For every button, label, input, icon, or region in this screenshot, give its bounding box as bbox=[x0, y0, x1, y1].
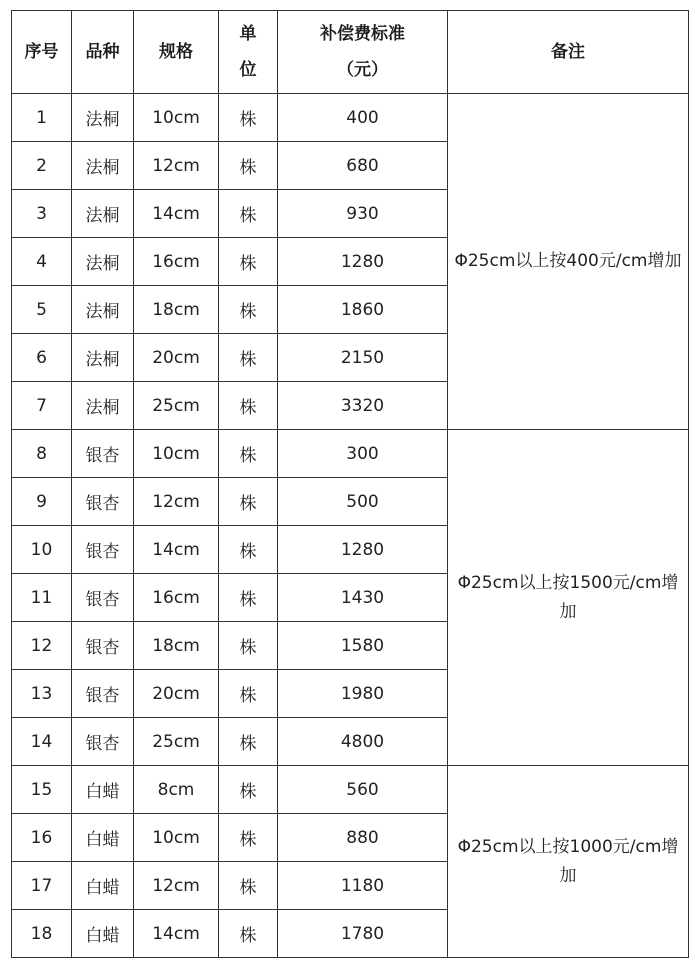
cell-unit: 株 bbox=[219, 814, 278, 862]
cell-species: 银杏 bbox=[72, 526, 134, 574]
cell-spec: 10cm bbox=[134, 814, 219, 862]
cell-index: 18 bbox=[12, 910, 72, 958]
cell-spec: 25cm bbox=[134, 718, 219, 766]
cell-price: 1860 bbox=[278, 286, 448, 334]
cell-index: 4 bbox=[12, 238, 72, 286]
cell-index: 8 bbox=[12, 430, 72, 478]
cell-price: 3320 bbox=[278, 382, 448, 430]
table-row bbox=[12, 766, 689, 814]
cell-spec: 14cm bbox=[134, 190, 219, 238]
compensation-table bbox=[11, 10, 689, 958]
cell-species: 白蜡 bbox=[72, 910, 134, 958]
cell-species: 银杏 bbox=[72, 478, 134, 526]
cell-spec: 18cm bbox=[134, 622, 219, 670]
table-row bbox=[12, 430, 689, 478]
cell-unit: 株 bbox=[219, 718, 278, 766]
header-spec: 规格 bbox=[134, 11, 219, 94]
cell-index: 1 bbox=[12, 94, 72, 142]
cell-index: 5 bbox=[12, 286, 72, 334]
cell-index: 7 bbox=[12, 382, 72, 430]
cell-unit: 株 bbox=[219, 238, 278, 286]
cell-unit: 株 bbox=[219, 574, 278, 622]
cell-spec: 14cm bbox=[134, 526, 219, 574]
cell-note: Φ25cm以上按1000元/cm增加 bbox=[448, 766, 689, 958]
cell-unit: 株 bbox=[219, 286, 278, 334]
cell-spec: 25cm bbox=[134, 382, 219, 430]
cell-spec: 16cm bbox=[134, 574, 219, 622]
cell-unit: 株 bbox=[219, 766, 278, 814]
cell-unit: 株 bbox=[219, 94, 278, 142]
header-note: 备注 bbox=[448, 11, 689, 94]
cell-unit: 株 bbox=[219, 670, 278, 718]
cell-unit: 株 bbox=[219, 142, 278, 190]
cell-spec: 20cm bbox=[134, 334, 219, 382]
cell-spec: 10cm bbox=[134, 430, 219, 478]
cell-price: 1430 bbox=[278, 574, 448, 622]
header-species: 品种 bbox=[72, 11, 134, 94]
cell-index: 11 bbox=[12, 574, 72, 622]
cell-index: 9 bbox=[12, 478, 72, 526]
cell-species: 白蜡 bbox=[72, 766, 134, 814]
cell-species: 银杏 bbox=[72, 430, 134, 478]
cell-index: 13 bbox=[12, 670, 72, 718]
compensation-table-container bbox=[11, 10, 689, 958]
cell-price: 930 bbox=[278, 190, 448, 238]
cell-unit: 株 bbox=[219, 430, 278, 478]
cell-note: Φ25cm以上按400元/cm增加 bbox=[448, 94, 689, 430]
cell-spec: 8cm bbox=[134, 766, 219, 814]
cell-species: 法桐 bbox=[72, 142, 134, 190]
cell-index: 16 bbox=[12, 814, 72, 862]
cell-unit: 株 bbox=[219, 526, 278, 574]
cell-index: 12 bbox=[12, 622, 72, 670]
cell-spec: 12cm bbox=[134, 862, 219, 910]
cell-unit: 株 bbox=[219, 190, 278, 238]
header-unit: 单位 bbox=[219, 11, 278, 94]
cell-species: 法桐 bbox=[72, 382, 134, 430]
header-index: 序号 bbox=[12, 11, 72, 94]
cell-unit: 株 bbox=[219, 622, 278, 670]
cell-unit: 株 bbox=[219, 382, 278, 430]
cell-unit: 株 bbox=[219, 862, 278, 910]
cell-index: 14 bbox=[12, 718, 72, 766]
cell-species: 法桐 bbox=[72, 286, 134, 334]
cell-spec: 12cm bbox=[134, 142, 219, 190]
cell-spec: 20cm bbox=[134, 670, 219, 718]
cell-species: 银杏 bbox=[72, 574, 134, 622]
cell-index: 10 bbox=[12, 526, 72, 574]
cell-index: 15 bbox=[12, 766, 72, 814]
cell-spec: 18cm bbox=[134, 286, 219, 334]
cell-index: 6 bbox=[12, 334, 72, 382]
cell-species: 白蜡 bbox=[72, 862, 134, 910]
cell-spec: 16cm bbox=[134, 238, 219, 286]
table-row bbox=[12, 94, 689, 142]
cell-note: Φ25cm以上按1500元/cm增加 bbox=[448, 430, 689, 766]
cell-species: 法桐 bbox=[72, 190, 134, 238]
cell-price: 560 bbox=[278, 766, 448, 814]
cell-index: 3 bbox=[12, 190, 72, 238]
cell-unit: 株 bbox=[219, 478, 278, 526]
cell-price: 2150 bbox=[278, 334, 448, 382]
cell-price: 1780 bbox=[278, 910, 448, 958]
cell-price: 680 bbox=[278, 142, 448, 190]
cell-species: 法桐 bbox=[72, 94, 134, 142]
cell-price: 500 bbox=[278, 478, 448, 526]
cell-index: 17 bbox=[12, 862, 72, 910]
cell-price: 1180 bbox=[278, 862, 448, 910]
cell-spec: 12cm bbox=[134, 478, 219, 526]
cell-price: 1280 bbox=[278, 526, 448, 574]
cell-species: 白蜡 bbox=[72, 814, 134, 862]
cell-price: 1980 bbox=[278, 670, 448, 718]
cell-species: 银杏 bbox=[72, 670, 134, 718]
cell-price: 4800 bbox=[278, 718, 448, 766]
cell-price: 300 bbox=[278, 430, 448, 478]
cell-price: 1580 bbox=[278, 622, 448, 670]
cell-species: 银杏 bbox=[72, 718, 134, 766]
cell-spec: 10cm bbox=[134, 94, 219, 142]
cell-species: 法桐 bbox=[72, 334, 134, 382]
table-header-row bbox=[12, 11, 689, 94]
header-standard: 补偿费标准（元） bbox=[278, 11, 448, 94]
cell-index: 2 bbox=[12, 142, 72, 190]
cell-spec: 14cm bbox=[134, 910, 219, 958]
cell-species: 银杏 bbox=[72, 622, 134, 670]
cell-price: 400 bbox=[278, 94, 448, 142]
cell-unit: 株 bbox=[219, 334, 278, 382]
cell-price: 1280 bbox=[278, 238, 448, 286]
cell-unit: 株 bbox=[219, 910, 278, 958]
cell-species: 法桐 bbox=[72, 238, 134, 286]
cell-price: 880 bbox=[278, 814, 448, 862]
